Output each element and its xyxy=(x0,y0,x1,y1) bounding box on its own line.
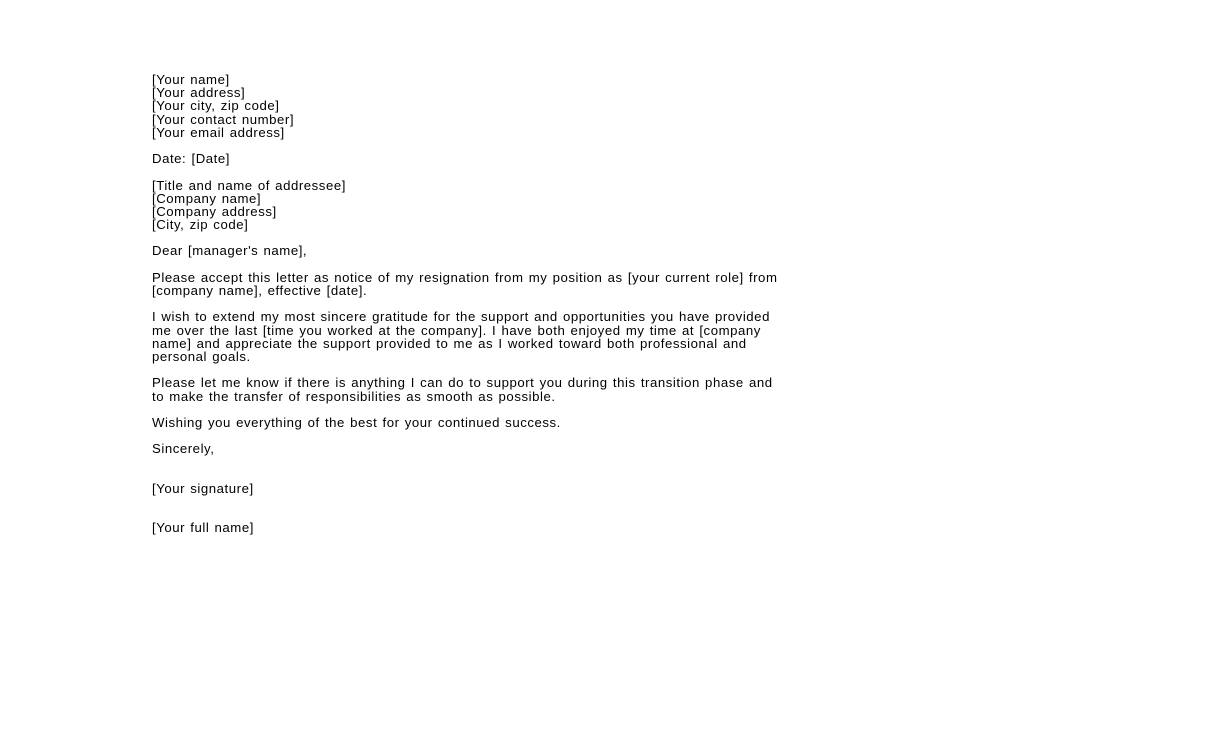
paragraph-line: I wish to extend my most sincere gratitude for the support and opportunities you have provided xyxy=(152,309,770,325)
sender-contact-number: [Your contact number] xyxy=(152,111,295,127)
paragraph-line: name] and appreciate the support provided to me as I worked toward both professional and xyxy=(152,335,747,351)
sender-name: [Your name] xyxy=(152,72,230,87)
paragraph-line: [company name], effective [date]. xyxy=(152,283,368,298)
sender-city-zip: [Your city, zip code] xyxy=(152,98,280,114)
paragraph-line: to make the transfer of responsibilities as smooth as possible. xyxy=(152,388,556,404)
full-name-placeholder: [Your full name] xyxy=(152,520,254,536)
closing: Sincerely, xyxy=(152,441,215,457)
letter-page xyxy=(152,73,1072,535)
paragraph-line: Wishing you everything of the best for your continued success. xyxy=(152,414,561,430)
paragraph-transition xyxy=(152,376,1072,402)
sender-address-block xyxy=(152,73,1072,139)
sender-address: [Your address] xyxy=(152,85,246,101)
signature-placeholder: [Your signature] xyxy=(152,480,254,496)
recipient-title-name: [Title and name of addressee] xyxy=(152,177,346,193)
recipient-company-name: [Company name] xyxy=(152,190,262,206)
paragraph-line: Please let me know if there is anything I can do to support you during this transition phase and xyxy=(152,375,773,391)
date-line: Date: [Date] xyxy=(152,151,230,167)
paragraph-resignation-notice xyxy=(152,271,1072,297)
recipient-address-block xyxy=(152,179,1072,232)
sender-email: [Your email address] xyxy=(152,124,285,140)
paragraph-line: me over the last [time you worked at the company]. I have both enjoyed my time at [company xyxy=(152,322,761,338)
recipient-city-zip: [City, zip code] xyxy=(152,217,249,233)
paragraph-gratitude xyxy=(152,310,1072,363)
paragraph-line: Please accept this letter as notice of my resignation from my position as [your current role] from xyxy=(152,269,778,285)
paragraph-wishes xyxy=(152,416,1072,429)
salutation: Dear [manager's name], xyxy=(152,243,308,259)
recipient-company-address: [Company address] xyxy=(152,203,277,219)
paragraph-line: personal goals. xyxy=(152,348,251,364)
